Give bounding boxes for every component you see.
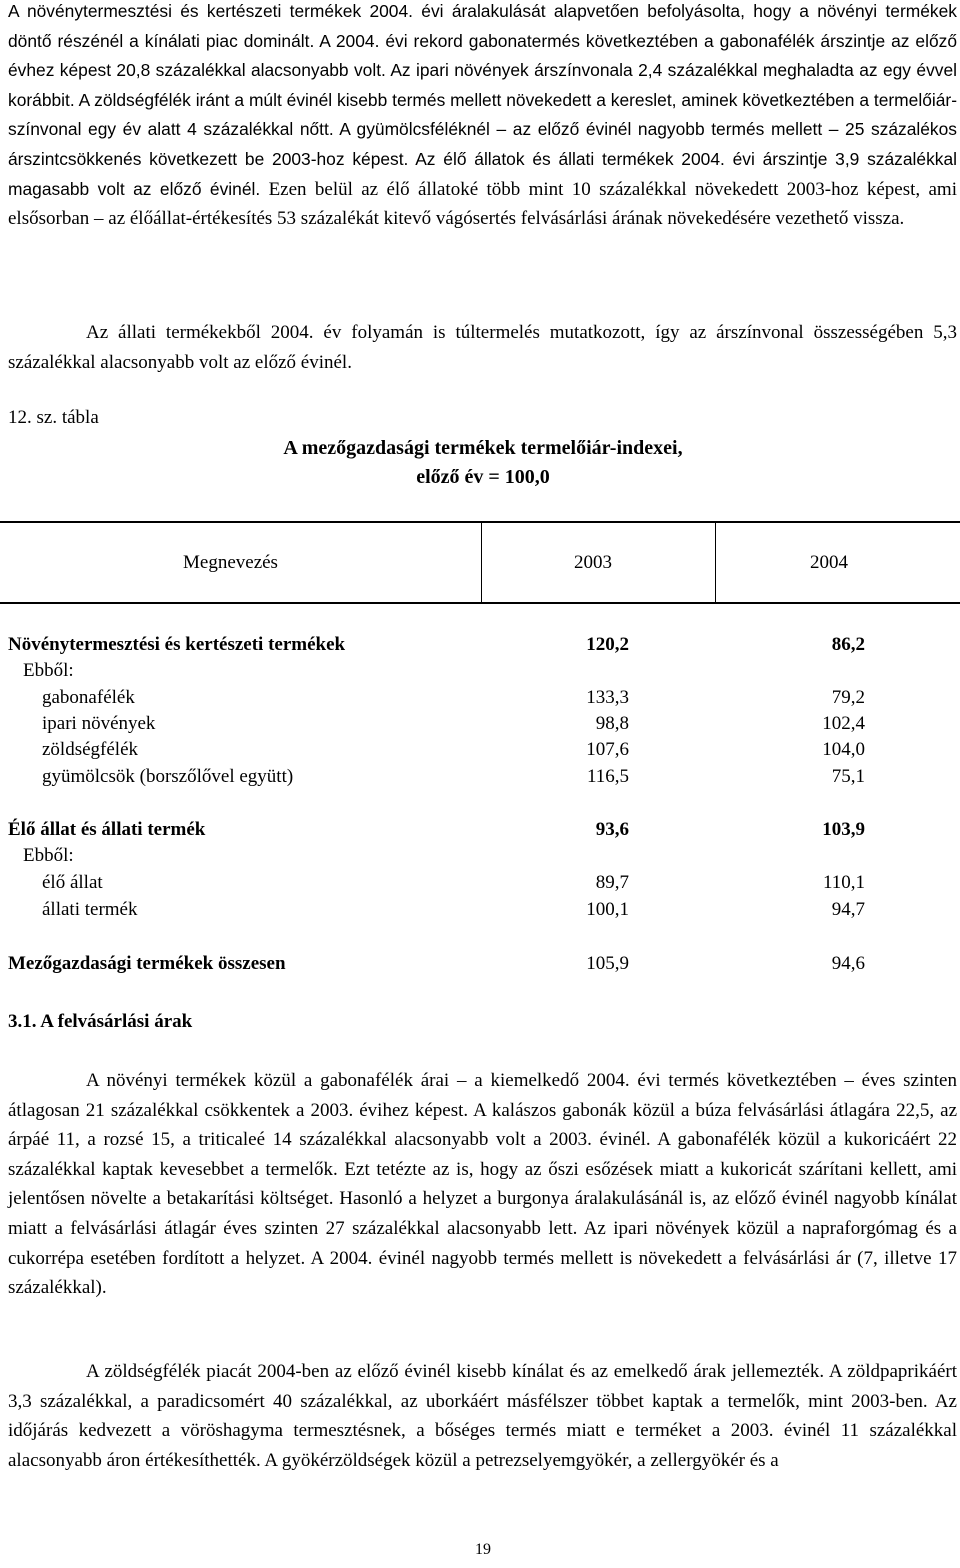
value-2004: 79,2	[831, 687, 865, 708]
row-label: ipari növények	[42, 713, 156, 734]
row-label: Élő állat és állati termék	[8, 819, 206, 840]
row-label: Növénytermesztési és kertészeti termékek	[8, 634, 346, 655]
value-2003: 107,6	[586, 739, 629, 760]
header-2004: 2004	[810, 552, 848, 573]
row-label: Ebből:	[23, 845, 74, 866]
row-label: zöldségfélék	[42, 739, 139, 760]
header-name: Megnevezés	[183, 552, 278, 573]
value-2003: 133,3	[586, 687, 629, 708]
intro-paragraph-2-text: Az állati termékekből 2004. év folyamán is túltermelés mutatkozott, így az árszínvonal összességében 5,3 százalékkal alacsonyabb volt az előző évinél.	[8, 322, 957, 373]
value-2003: 100,1	[586, 899, 629, 920]
row-label: gabonafélék	[42, 687, 135, 708]
header-divider-1	[481, 522, 482, 603]
value-2003: 89,7	[595, 872, 629, 893]
value-2003: 105,9	[586, 953, 629, 974]
value-2004: 102,4	[822, 713, 865, 734]
value-2004: 86,2	[831, 634, 865, 655]
table-row	[0, 843, 960, 869]
row-label: gyümölcsök (borszőlővel együtt)	[42, 766, 294, 787]
table-row	[0, 764, 960, 790]
row-label: élő állat	[42, 872, 103, 893]
body-paragraph-2-text: A zöldségfélék piacát 2004-ben az előző évinél kisebb kínálat és az emelkedő árak jellemezték. A zöldpaprikáért 3,3 százalékkal, a paradicsomért 40 százalékkal, az uborkáért másfélszer többet kaptak a termelők, mint 2003-ben. Az időjárás kedvezett a vöröshagyma termesztésnek, a bőséges termés miatt e terméket a 2003. évinél 11 százalékkal alacsonyabb áron értékesíthették. A gyökérzöldségek közül a petrezselyemgyökér, a zellergyökér és a	[8, 1361, 957, 1471]
intro-paragraph-1	[8, 0, 957, 234]
body-paragraph-1	[8, 1066, 957, 1303]
row-label: állati termék	[42, 899, 138, 920]
row-label: Mezőgazdasági termékek összesen	[8, 953, 286, 974]
value-2004: 94,6	[831, 953, 865, 974]
table-title-line-1: A mezőgazdasági termékek termelőiár-indexei,	[283, 437, 683, 459]
table-row	[0, 817, 960, 843]
table-header-rule	[0, 602, 960, 604]
table-reference: 12. sz. tábla	[8, 407, 99, 428]
table-title-line-2: előző év = 100,0	[416, 466, 550, 488]
value-2004: 75,1	[831, 766, 865, 787]
table-row	[0, 658, 960, 684]
section-heading: 3.1. A felvásárlási árak	[8, 1011, 193, 1032]
table-row	[0, 897, 960, 923]
value-2004: 103,9	[822, 819, 865, 840]
table-row	[0, 870, 960, 896]
value-2003: 98,8	[595, 713, 629, 734]
table-row	[0, 951, 960, 977]
table-top-rule	[0, 521, 960, 523]
value-2004: 94,7	[831, 899, 865, 920]
table-row	[0, 685, 960, 711]
value-2004: 110,1	[822, 872, 865, 893]
page-number: 19	[475, 1541, 491, 1558]
intro-paragraph-2	[8, 318, 957, 377]
intro-paragraph-1-sans: A növénytermesztési és kertészeti termékek 2004. évi áralakulását alapvetően befolyásolta, hogy a növényi termékek döntő részénél a kínálati piac dominált. A 2004. évi rekord gabonatermés következtében a gabonafélék árszintje az előző évhez képest 20,8 százalékkal alacsonyabb volt. Az ipari növények árszínvonala 2,4 százalékkal meghaladta az egy évvel korábbit. A zöldségfélék iránt a múlt évinél kisebb termés mellett növekedett a kereslet, aminek következtében a termelőiár-színvonal egy év alatt 4 százalékkal nőtt. A gyümölcsféléknél – az előző évinél nagyobb termés mellett – 25 százalékos árszintcsökkenés következett be 2003-hoz képest. Az élő állatok és állati termékek 2004. évi árszintje 3,9 százalékkal magasabb volt az előző évinél.	[8, 1, 957, 199]
header-2003: 2003	[574, 552, 612, 573]
table-row	[0, 711, 960, 737]
header-divider-2	[715, 522, 716, 603]
body-paragraph-2	[8, 1357, 957, 1475]
table-title	[0, 434, 960, 492]
value-2003: 120,2	[586, 634, 629, 655]
body-paragraph-1-text: A növényi termékek közül a gabonafélék árai – a kiemelkedő 2004. évi termés következtében – éves szinten átlagosan 21 százalékkal csökkentek a 2003. évihez képest. A kalászos gabonák közül a búza felvásárlási átlagára 22,5, az árpáé 11, a rozsé 15, a triticaleé 14 százalékkal alacsonyabb volt a 2003. évinél. A gabonafélék közül a kukoricáért 22 százalékkal kaptak kevesebbet a termelők. Ezt tetézte az is, hogy az őszi esőzések miatt a kukoricát szárítani kellett, ami jelentősen növelte a betakarítási költséget. Hasonló a helyzet a burgonya áralakulásánál is, az előző évinél nagyobb kínálat miatt a felvásárlási átlagár éves szinten 27 százalékkal alacsonyabb lett. Az ipari növények közül a napraforgómag és a cukorrépa esetében fordított a helyzet. A 2004. évinél nagyobb termés mellett is növekedett a felvásárlási ár (7, illetve 17 százalékkal).	[8, 1070, 957, 1299]
value-2003: 116,5	[586, 766, 629, 787]
value-2003: 93,6	[595, 819, 629, 840]
value-2004: 104,0	[822, 739, 865, 760]
table-row	[0, 632, 960, 658]
row-label: Ebből:	[23, 660, 74, 681]
table-row	[0, 737, 960, 763]
intro-paragraph-1-serif: Ezen belül az élő állatoké több mint 10 százalékkal növekedett 2003-hoz képest, ami elsősorban – az élőállat-értékesítés 53 százalékát kitevő vágósertés felvásárlási árának növekedésére vezethető vissza.	[8, 178, 957, 230]
